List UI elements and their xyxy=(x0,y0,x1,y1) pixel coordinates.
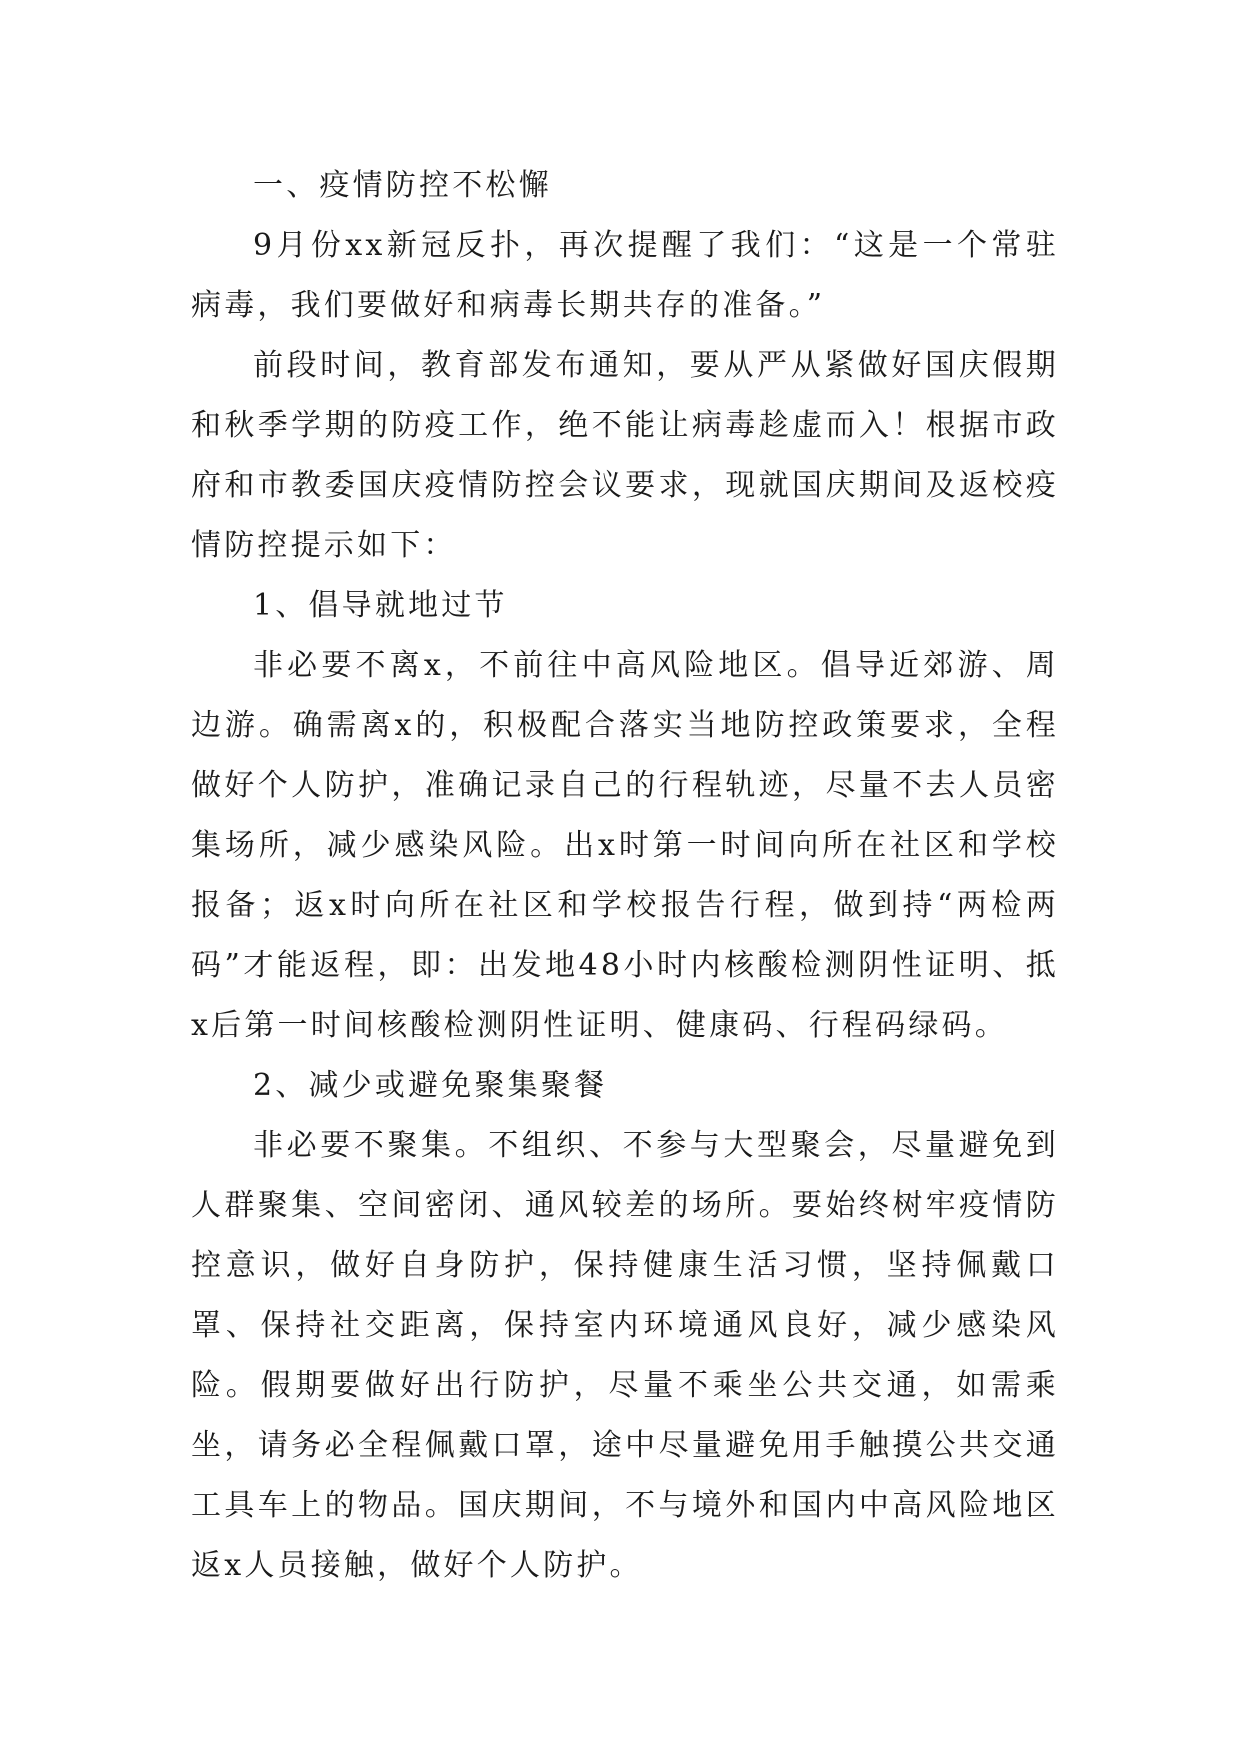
subheading-local-holiday: 1、倡导就地过节 xyxy=(253,588,508,623)
paragraph-ministry-notice: 前段时间，教育部发布通知，要从严从紧做好国庆假期和秋季学期的防疫工作，绝不能让病毒趁虚而入！根据市政府和市教委国庆疫情防控会议要求，现就国庆期间及返校疫情防控提示如下： xyxy=(191,348,1059,563)
paragraph-rebound-reminder: 9月份xx新冠反扑，再次提醒了我们：“这是一个常驻病毒，我们要做好和病毒长期共存的准备。” xyxy=(191,228,1059,323)
section-heading-epidemic-control: 一、疫情防控不松懈 xyxy=(253,168,552,203)
subheading-avoid-gatherings: 2、减少或避免聚集聚餐 xyxy=(253,1068,608,1103)
document-body xyxy=(191,156,1059,1596)
paragraph-travel-guidance: 非必要不离x，不前往中高风险地区。倡导近郊游、周边游。确需离x的，积极配合落实当地防控政策要求，全程做好个人防护，准确记录自己的行程轨迹，尽量不去人员密集场所，减少感染风险。出x时第一时间向所在社区和学校报备；返x时向所在社区和学校报告行程，做到持“两检两码”才能返程，即：出发地48小时内核酸检测阴性证明、抵x后第一时间核酸检测阴性证明、健康码、行程码绿码。 xyxy=(191,648,1059,1043)
paragraph-gathering-guidance: 非必要不聚集。不组织、不参与大型聚会，尽量避免到人群聚集、空间密闭、通风较差的场所。要始终树牢疫情防控意识，做好自身防护，保持健康生活习惯，坚持佩戴口罩、保持社交距离，保持室内环境通风良好，减少感染风险。假期要做好出行防护，尽量不乘坐公共交通，如需乘坐，请务必全程佩戴口罩，途中尽量避免用手触摸公共交通工具车上的物品。国庆期间，不与境外和国内中高风险地区返x人员接触，做好个人防护。 xyxy=(191,1128,1059,1583)
